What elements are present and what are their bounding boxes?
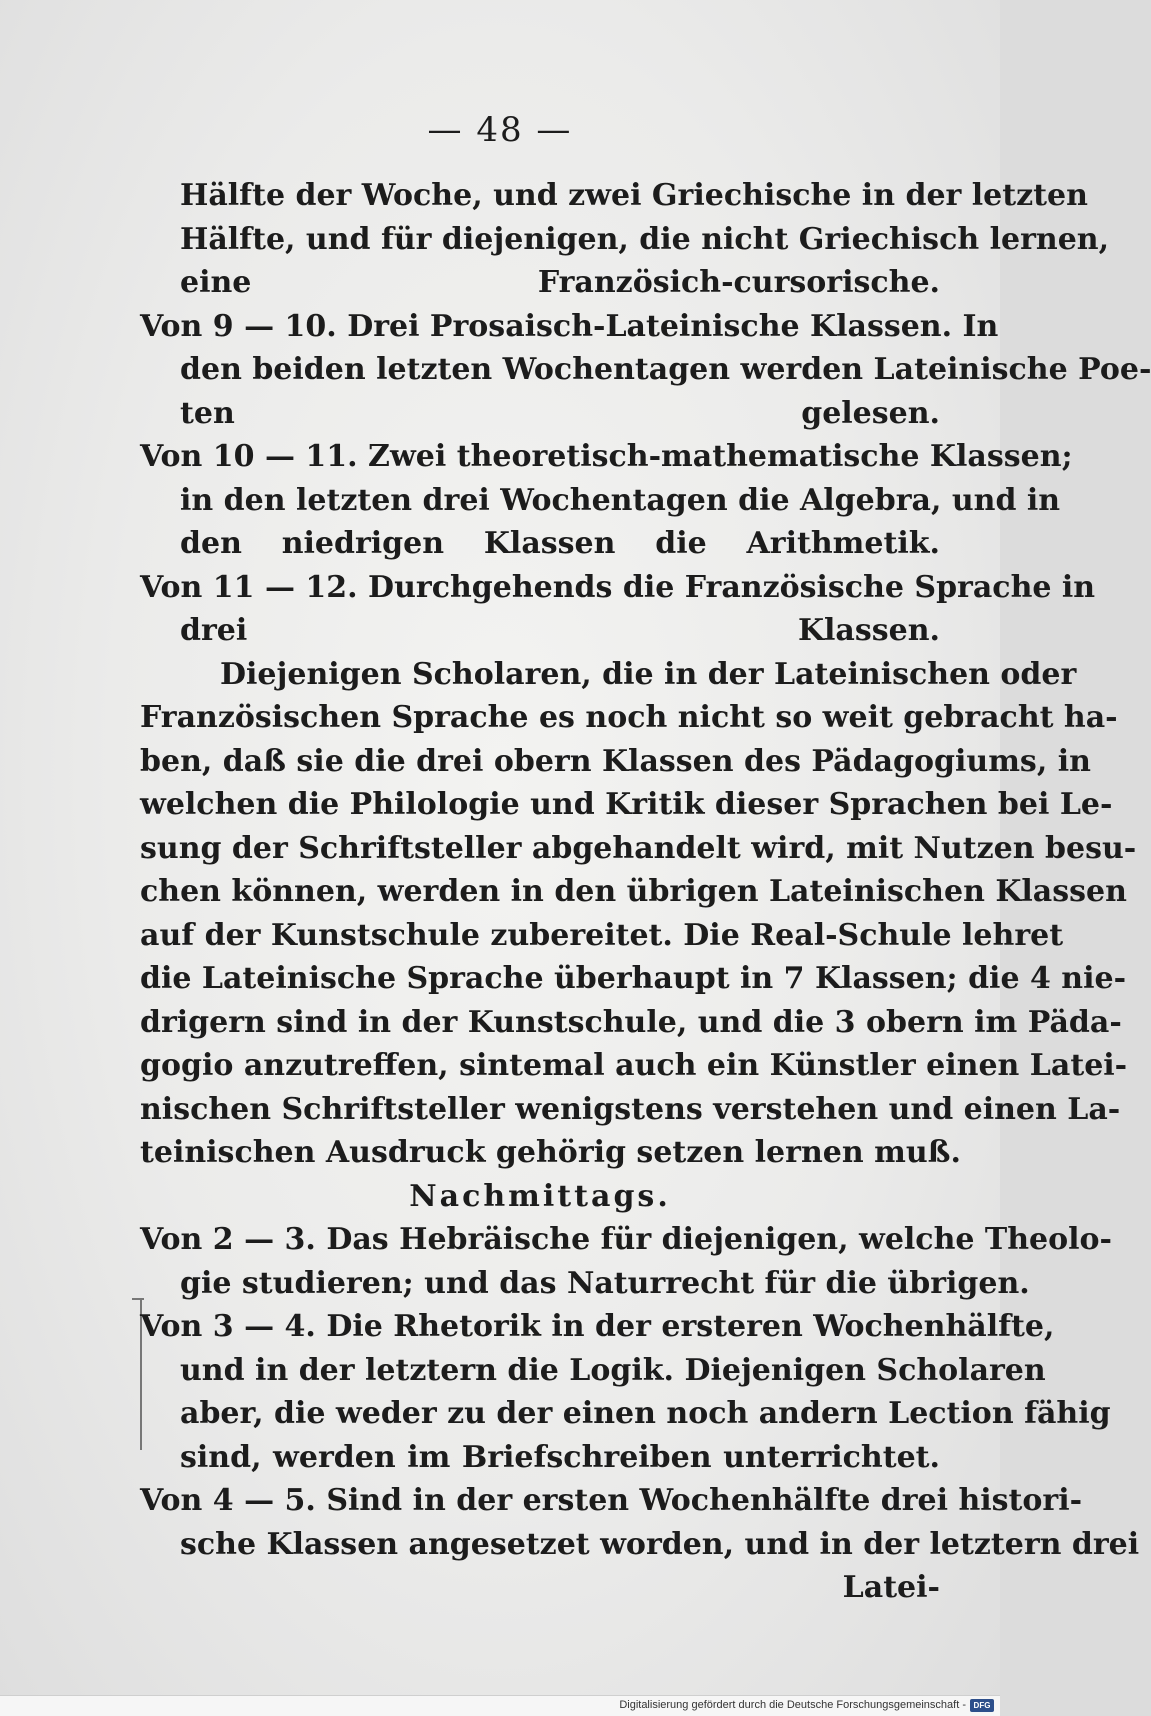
digitization-footer <box>0 1695 1000 1716</box>
text-line: den beiden letzten Wochentagen werden Lateinische Poe- <box>180 352 1151 387</box>
text-line: Von 9 — 10. Drei Prosaisch-Lateinische Klassen. In <box>140 308 999 344</box>
page-number: — 48 — <box>427 110 573 150</box>
text-line: Französischen Sprache es noch nicht so weit gebracht ha- <box>140 700 1118 735</box>
dfg-logo-icon: DFG <box>970 1699 994 1712</box>
text-line: drigern sind in der Kunstschule, und die 3 obern im Päda- <box>140 1004 1122 1040</box>
text-line: Diejenigen Scholaren, die in der Lateinischen oder <box>220 656 1077 692</box>
text-line: Hälfte, und für diejenigen, die nicht Griechisch lernen, <box>180 221 1110 257</box>
text-line: Von 3 — 4. Die Rhetorik in der ersteren Wochenhälfte, <box>140 1309 1055 1344</box>
section-heading: Nachmittags. <box>409 1178 671 1214</box>
text-line: Von 4 — 5. Sind in der ersten Wochenhälfte drei histori- <box>140 1483 1083 1518</box>
text-line: gogio anzutreffen, sintemal auch ein Künstler einen Latei- <box>140 1048 1128 1083</box>
text-line: welchen die Philologie und Kritik dieser Sprachen bei Le- <box>140 787 1113 822</box>
body-text <box>140 174 1151 1610</box>
text-line: auf der Kunstschule zubereitet. Die Real-Schule lehret <box>140 917 1064 953</box>
text-line: nischen Schriftsteller wenigstens verstehen und einen La- <box>140 1091 1121 1127</box>
text-line: in den letzten drei Wochentagen die Algebra, und in <box>180 482 1061 518</box>
text-line: Von 10 — 11. Zwei theoretisch-mathematische Klassen; <box>140 439 1073 474</box>
text-line: den niedrigen Klassen die Arithmetik. <box>180 526 940 561</box>
text-line: gie studieren; und das Naturrecht für die übrigen. <box>180 1265 1030 1301</box>
text-line: eine Französich-cursorische. <box>180 265 940 300</box>
text-line: sung der Schriftsteller abgehandelt wird, mit Nutzen besu- <box>140 830 1137 866</box>
text-line: Von 11 — 12. Durchgehends die Französische Sprache in <box>140 569 1096 605</box>
text-line: ten gelesen. <box>180 395 940 431</box>
text-line: drei Klassen. <box>180 613 940 648</box>
text-line: sche Klassen angesetzet worden, und in der letztern drei <box>180 1526 1140 1562</box>
text-line: sind, werden im Briefschreiben unterrichtet. <box>180 1439 940 1475</box>
footer-credit: Digitalisierung gefördert durch die Deutsche Forschungsgemeinschaft - <box>619 1699 966 1711</box>
text-line: chen können, werden in den übrigen Lateinischen Klassen <box>140 874 1127 909</box>
text-line: Hälfte der Woche, und zwei Griechische in der letzten <box>180 178 1088 213</box>
text-line: Latei- <box>842 1570 940 1605</box>
text-line: und in der letztern die Logik. Diejenigen Scholaren <box>180 1352 1046 1388</box>
text-line: Von 2 — 3. Das Hebräische für diejenigen, welche Theolo- <box>140 1222 1112 1257</box>
text-line: ben, daß sie die drei obern Klassen des Pädagogiums, in <box>140 743 1091 779</box>
text-line: die Lateinische Sprache überhaupt in 7 Klassen; die 4 nie- <box>140 961 1127 996</box>
text-line: aber, die weder zu der einen noch andern Lection fähig <box>180 1396 1111 1431</box>
text-line: teinischen Ausdruck gehörig setzen lernen muß. <box>140 1135 961 1170</box>
